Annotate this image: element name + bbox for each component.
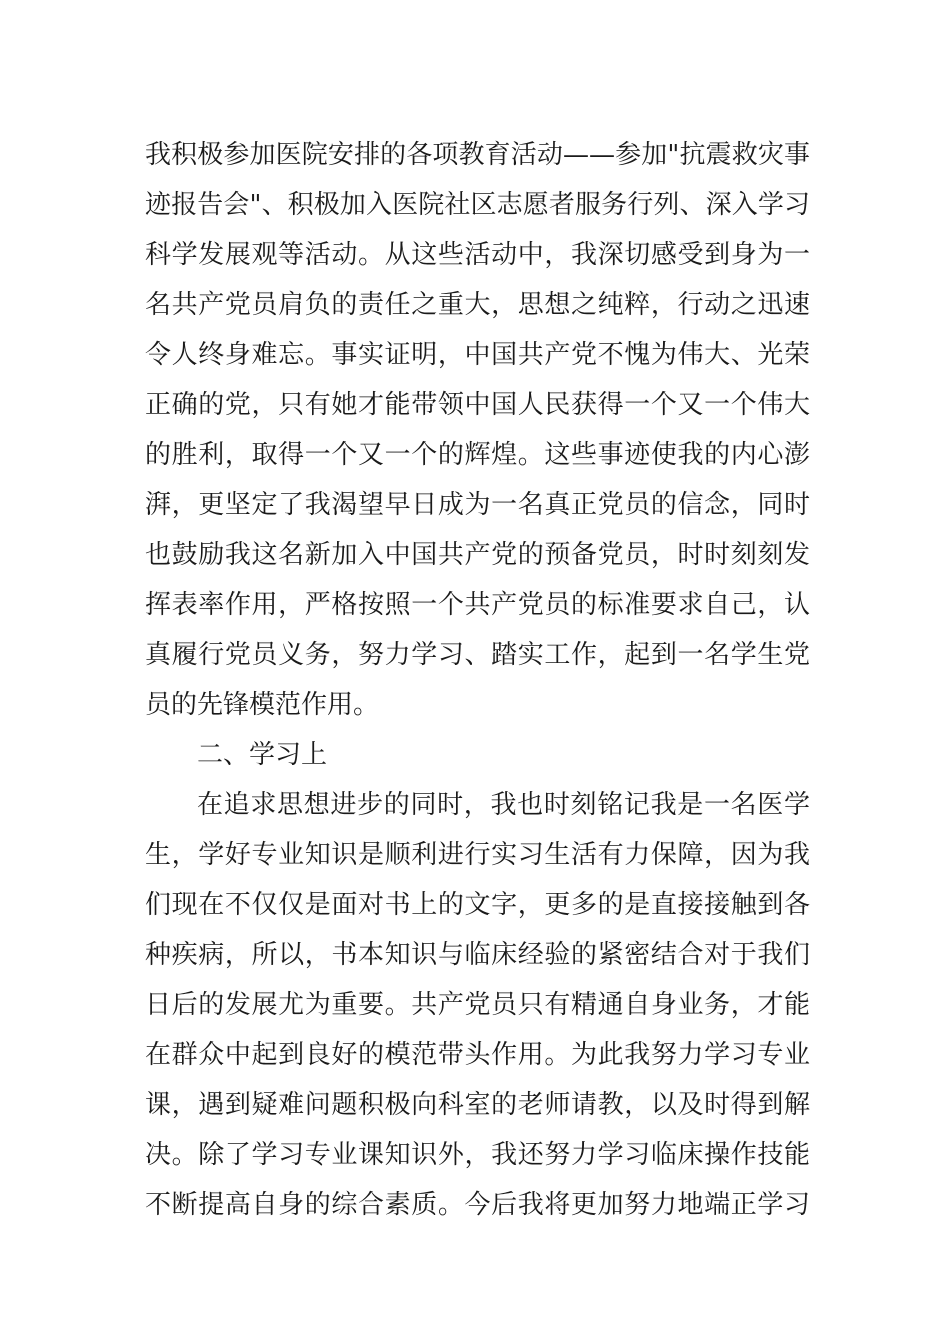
paragraph-party-activities xyxy=(145,130,810,730)
text-line: 令人终身难忘。事实证明，中国共产党不愧为伟大、光荣 xyxy=(145,340,810,370)
text-line: 员的先锋模范作用。 xyxy=(145,690,380,720)
text-line: 不断提高自身的综合素质。今后我将更加努力地端正学习 xyxy=(145,1190,810,1220)
section-heading: 二、学习上 xyxy=(197,740,328,770)
text-line: 决。除了学习专业课知识外，我还努力学习临床操作技能 xyxy=(145,1140,810,1170)
text-line: 在追求思想进步的同时，我也时刻铭记我是一名医学 xyxy=(197,790,810,820)
text-line: 正确的党，只有她才能带领中国人民获得一个又一个伟大 xyxy=(145,390,810,420)
text-line: 科学发展观等活动。从这些活动中，我深切感受到身为一 xyxy=(145,240,810,270)
text-line: 生，学好专业知识是顺利进行实习生活有力保障，因为我 xyxy=(145,840,810,870)
text-line: 种疾病，所以，书本知识与临床经验的紧密结合对于我们 xyxy=(145,940,810,970)
text-line: 日后的发展尤为重要。共产党员只有精通自身业务，才能 xyxy=(145,990,810,1020)
text-line: 课，遇到疑难问题积极向科室的老师请教，以及时得到解 xyxy=(145,1090,810,1120)
text-line: 我积极参加医院安排的各项教育活动——参加"抗震救灾事 xyxy=(145,140,810,170)
text-line: 名共产党员肩负的责任之重大，思想之纯粹，行动之迅速 xyxy=(145,290,810,320)
text-line: 湃，更坚定了我渴望早日成为一名真正党员的信念，同时 xyxy=(145,490,810,520)
text-line: 们现在不仅仅是面对书上的文字，更多的是直接接触到各 xyxy=(145,890,810,920)
text-line: 在群众中起到良好的模范带头作用。为此我努力学习专业 xyxy=(145,1040,810,1070)
text-line: 迹报告会"、积极加入医院社区志愿者服务行列、深入学习 xyxy=(145,190,810,220)
text-line: 真履行党员义务，努力学习、踏实工作，起到一名学生党 xyxy=(145,640,810,670)
text-line: 也鼓励我这名新加入中国共产党的预备党员，时时刻刻发 xyxy=(145,540,810,570)
text-line: 挥表率作用，严格按照一个共产党员的标准要求自己，认 xyxy=(145,590,810,620)
paragraph-study xyxy=(145,780,810,1230)
text-line: 的胜利，取得一个又一个的辉煌。这些事迹使我的内心澎 xyxy=(145,440,810,470)
document-body xyxy=(145,130,810,1230)
